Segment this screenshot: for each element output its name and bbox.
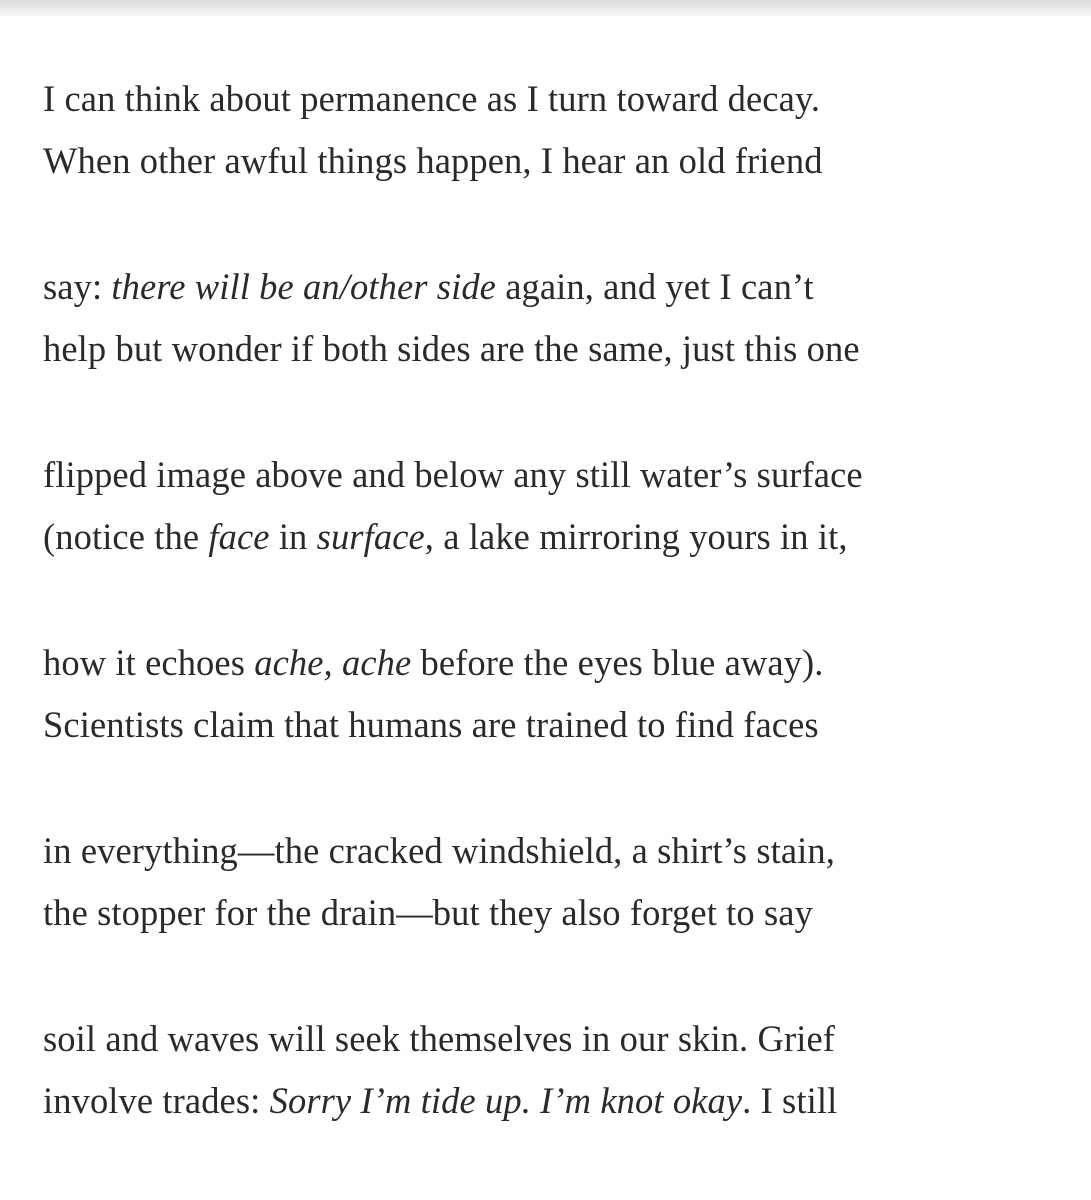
poem-line <box>43 882 1073 944</box>
text-segment: soil and waves will seek themselves in our skin. Grief <box>43 1018 836 1059</box>
text-segment: in everything—the cracked windshield, a shirt’s stain, <box>43 830 835 871</box>
italic-text-segment: ache, ache <box>254 642 412 683</box>
italic-text-segment: face <box>208 516 270 557</box>
poem-text <box>43 68 1073 1196</box>
text-segment: in <box>269 516 317 557</box>
poem-line <box>43 506 1073 568</box>
poem-stanza <box>43 632 1073 756</box>
text-segment: , a lake mirroring yours in it, <box>424 516 848 557</box>
text-segment: how it echoes <box>43 642 255 683</box>
poem-line <box>43 318 1073 380</box>
italic-text-segment: Sorry I’m tide up. I’m knot okay <box>269 1080 743 1121</box>
poem-line <box>43 1008 1073 1070</box>
text-segment: before the eyes blue away). <box>411 642 824 683</box>
poem-line <box>43 256 1073 318</box>
text-segment: . I still <box>742 1080 838 1121</box>
text-segment: flipped image above and below any still water’s surface <box>43 454 863 495</box>
text-segment: say: <box>43 266 112 307</box>
poem-stanza <box>43 444 1073 568</box>
text-segment: again, and yet I can’t <box>495 266 814 307</box>
text-segment: I can think about permanence as I turn toward decay. <box>43 78 821 119</box>
poem-stanza <box>43 256 1073 380</box>
poem-line <box>43 632 1073 694</box>
text-segment: the stopper for the drain—but they also forget to say <box>43 892 813 933</box>
poem-line <box>43 444 1073 506</box>
text-segment: Scientists claim that humans are trained to find faces <box>43 704 819 745</box>
text-segment: (notice the <box>43 516 209 557</box>
top-edge-shadow <box>0 0 1091 16</box>
poem-line <box>43 820 1073 882</box>
poem-line <box>43 694 1073 756</box>
italic-text-segment: there will be an/other side <box>111 266 496 307</box>
poem-stanza <box>43 68 1073 192</box>
poem-stanza <box>43 820 1073 944</box>
text-segment: involve trades: <box>43 1080 270 1121</box>
italic-text-segment: surface <box>316 516 425 557</box>
text-segment: When other awful things happen, I hear an old friend <box>43 140 823 181</box>
poem-line <box>43 1070 1073 1132</box>
text-segment: help but wonder if both sides are the same, just this one <box>43 328 860 369</box>
poem-stanza <box>43 1008 1073 1132</box>
poem-line <box>43 68 1073 130</box>
poem-line <box>43 130 1073 192</box>
